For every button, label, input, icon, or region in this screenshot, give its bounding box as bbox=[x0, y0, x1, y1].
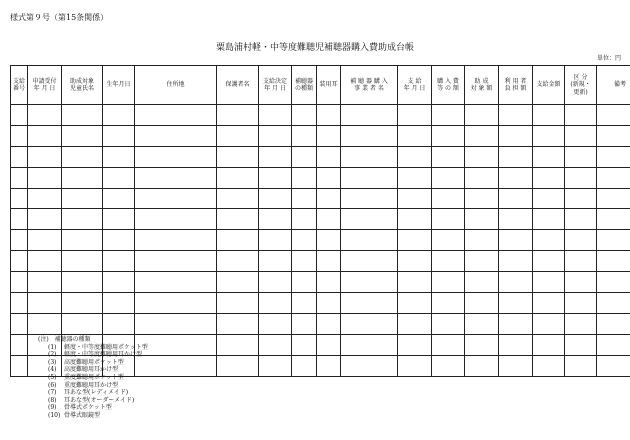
table-cell[interactable] bbox=[11, 251, 28, 272]
table-cell[interactable] bbox=[62, 272, 103, 293]
table-cell[interactable] bbox=[565, 125, 597, 146]
note-number: (9) bbox=[48, 404, 57, 412]
table-cell[interactable] bbox=[533, 313, 565, 334]
column-header: 区 分 (新規・ 更新) bbox=[565, 66, 597, 105]
table-cell[interactable] bbox=[103, 313, 135, 334]
table-cell[interactable] bbox=[398, 125, 432, 146]
table-cell[interactable] bbox=[499, 355, 533, 376]
note-text: 高度難聴用ポケット型 bbox=[64, 358, 124, 366]
table-row bbox=[11, 105, 630, 126]
table-cell[interactable] bbox=[217, 313, 259, 334]
table-cell[interactable] bbox=[465, 293, 499, 314]
note-text: 軽度・中等度難聴用ポケット型 bbox=[64, 343, 148, 351]
table-cell[interactable] bbox=[432, 313, 465, 334]
table-cell[interactable] bbox=[432, 188, 465, 209]
table-cell[interactable] bbox=[292, 251, 317, 272]
table-cell[interactable] bbox=[62, 146, 103, 167]
table-cell[interactable] bbox=[259, 167, 292, 188]
table-cell[interactable] bbox=[103, 251, 135, 272]
table-cell[interactable] bbox=[398, 188, 432, 209]
table-cell[interactable] bbox=[533, 293, 565, 314]
table-cell[interactable] bbox=[317, 272, 341, 293]
table-cell[interactable] bbox=[341, 293, 398, 314]
table-cell[interactable] bbox=[217, 105, 259, 126]
table-cell[interactable] bbox=[135, 272, 217, 293]
table-cell[interactable] bbox=[465, 209, 499, 230]
table-cell[interactable] bbox=[465, 251, 499, 272]
table-cell[interactable] bbox=[398, 146, 432, 167]
table-cell[interactable] bbox=[533, 105, 565, 126]
table-cell[interactable] bbox=[465, 167, 499, 188]
table-row bbox=[11, 209, 630, 230]
note-number: (10) bbox=[48, 411, 61, 419]
table-cell[interactable] bbox=[317, 188, 341, 209]
note-text: 耳あな型(レディメイド) bbox=[64, 389, 129, 397]
table-cell[interactable] bbox=[465, 313, 499, 334]
table-cell[interactable] bbox=[341, 251, 398, 272]
table-cell[interactable] bbox=[217, 355, 259, 376]
table-row bbox=[11, 251, 630, 272]
table-cell[interactable] bbox=[292, 334, 317, 355]
table-cell[interactable] bbox=[103, 188, 135, 209]
table-cell[interactable] bbox=[28, 230, 62, 251]
table-cell[interactable] bbox=[259, 125, 292, 146]
table-cell[interactable] bbox=[135, 251, 217, 272]
table-cell[interactable] bbox=[317, 313, 341, 334]
table-cell[interactable] bbox=[28, 125, 62, 146]
table-cell[interactable] bbox=[432, 125, 465, 146]
table-cell[interactable] bbox=[292, 105, 317, 126]
table-cell[interactable] bbox=[11, 146, 28, 167]
table-cell[interactable] bbox=[11, 105, 28, 126]
table-cell[interactable] bbox=[135, 230, 217, 251]
table-cell[interactable] bbox=[565, 209, 597, 230]
table-cell[interactable] bbox=[217, 251, 259, 272]
table-cell[interactable] bbox=[597, 188, 630, 209]
table-cell[interactable] bbox=[597, 251, 630, 272]
table-cell[interactable] bbox=[341, 313, 398, 334]
table-cell[interactable] bbox=[465, 146, 499, 167]
table-cell[interactable] bbox=[217, 167, 259, 188]
table-cell[interactable] bbox=[432, 146, 465, 167]
table-cell[interactable] bbox=[62, 251, 103, 272]
note-number: (7) bbox=[48, 389, 57, 397]
table-cell[interactable] bbox=[465, 230, 499, 251]
table-cell[interactable] bbox=[292, 167, 317, 188]
table-cell[interactable] bbox=[398, 355, 432, 376]
column-header: 支給金額 bbox=[533, 66, 565, 105]
table-cell[interactable] bbox=[28, 188, 62, 209]
table-row bbox=[11, 272, 630, 293]
table-cell[interactable] bbox=[259, 188, 292, 209]
note-text: 骨導式眼鏡型 bbox=[64, 411, 101, 419]
table-cell[interactable] bbox=[292, 355, 317, 376]
note-text: 軽度・中等度難聴用耳かけ型 bbox=[64, 351, 143, 359]
table-cell[interactable] bbox=[62, 293, 103, 314]
table-cell[interactable] bbox=[317, 105, 341, 126]
table-cell[interactable] bbox=[533, 334, 565, 355]
table-cell[interactable] bbox=[432, 293, 465, 314]
table-cell[interactable] bbox=[28, 313, 62, 334]
table-cell[interactable] bbox=[11, 272, 28, 293]
table-cell[interactable] bbox=[103, 272, 135, 293]
column-header: 支給 番号 bbox=[11, 66, 28, 105]
table-cell[interactable] bbox=[565, 251, 597, 272]
table-cell[interactable] bbox=[28, 209, 62, 230]
notes-heading: (注) 補聴器の種類 bbox=[38, 336, 91, 343]
table-cell[interactable] bbox=[103, 230, 135, 251]
column-header: 助成対象 児童氏名 bbox=[62, 66, 103, 105]
table-cell[interactable] bbox=[597, 272, 630, 293]
ledger-table bbox=[10, 65, 630, 377]
table-cell[interactable] bbox=[597, 230, 630, 251]
table-cell[interactable] bbox=[465, 355, 499, 376]
table-cell[interactable] bbox=[565, 272, 597, 293]
table-cell[interactable] bbox=[217, 125, 259, 146]
table-cell[interactable] bbox=[317, 209, 341, 230]
table-cell[interactable] bbox=[499, 209, 533, 230]
table-cell[interactable] bbox=[11, 334, 28, 355]
table-cell[interactable] bbox=[565, 230, 597, 251]
table-cell[interactable] bbox=[465, 334, 499, 355]
table-cell[interactable] bbox=[398, 209, 432, 230]
note-number: (6) bbox=[48, 381, 57, 389]
table-cell[interactable] bbox=[28, 146, 62, 167]
table-row bbox=[11, 230, 630, 251]
table-cell[interactable] bbox=[432, 334, 465, 355]
table-cell[interactable] bbox=[465, 272, 499, 293]
table-row bbox=[11, 188, 630, 209]
table-cell[interactable] bbox=[341, 230, 398, 251]
table-cell[interactable] bbox=[292, 230, 317, 251]
table-cell[interactable] bbox=[597, 167, 630, 188]
table-cell[interactable] bbox=[565, 355, 597, 376]
table-cell[interactable] bbox=[28, 293, 62, 314]
table-cell[interactable] bbox=[499, 272, 533, 293]
table-cell[interactable] bbox=[398, 167, 432, 188]
table-cell[interactable] bbox=[465, 105, 499, 126]
table-cell[interactable] bbox=[135, 146, 217, 167]
table-cell[interactable] bbox=[597, 146, 630, 167]
table-cell[interactable] bbox=[432, 251, 465, 272]
table-cell[interactable] bbox=[28, 251, 62, 272]
note-text: 重度難聴用ポケット型 bbox=[64, 373, 124, 381]
column-header: 補 聴 器 購 入 事 業 者 名 bbox=[341, 66, 398, 105]
note-number: (5) bbox=[48, 373, 57, 381]
table-cell[interactable] bbox=[62, 105, 103, 126]
notes-list bbox=[38, 344, 148, 420]
table-cell[interactable] bbox=[217, 334, 259, 355]
table-cell[interactable] bbox=[465, 125, 499, 146]
table-cell[interactable] bbox=[432, 105, 465, 126]
table-cell[interactable] bbox=[62, 188, 103, 209]
note-item bbox=[38, 404, 148, 412]
table-cell[interactable] bbox=[533, 167, 565, 188]
table-cell[interactable] bbox=[135, 105, 217, 126]
table-cell[interactable] bbox=[533, 125, 565, 146]
table-cell[interactable] bbox=[341, 146, 398, 167]
table-cell[interactable] bbox=[465, 188, 499, 209]
column-header: 申請受付 年 月 日 bbox=[28, 66, 62, 105]
table-cell[interactable] bbox=[259, 105, 292, 126]
table-cell[interactable] bbox=[499, 313, 533, 334]
table-cell[interactable] bbox=[432, 230, 465, 251]
table-cell[interactable] bbox=[259, 230, 292, 251]
table-cell[interactable] bbox=[533, 355, 565, 376]
table-cell[interactable] bbox=[28, 105, 62, 126]
table-row bbox=[11, 125, 630, 146]
table-cell[interactable] bbox=[341, 355, 398, 376]
table-cell[interactable] bbox=[11, 230, 28, 251]
table-cell[interactable] bbox=[341, 334, 398, 355]
header-row bbox=[11, 66, 630, 105]
table-cell[interactable] bbox=[341, 272, 398, 293]
note-text: 重度難聴用耳かけ型 bbox=[64, 381, 119, 389]
column-header: 保護者名 bbox=[217, 66, 259, 105]
table-cell[interactable] bbox=[398, 272, 432, 293]
table-cell[interactable] bbox=[135, 209, 217, 230]
table-cell[interactable] bbox=[533, 251, 565, 272]
table-cell[interactable] bbox=[597, 125, 630, 146]
table-cell[interactable] bbox=[597, 105, 630, 126]
table-cell[interactable] bbox=[432, 272, 465, 293]
note-number: (2) bbox=[48, 351, 57, 359]
table-cell[interactable] bbox=[259, 209, 292, 230]
table-cell[interactable] bbox=[499, 188, 533, 209]
table-cell[interactable] bbox=[11, 167, 28, 188]
table-cell[interactable] bbox=[135, 125, 217, 146]
table-cell[interactable] bbox=[533, 188, 565, 209]
table-cell[interactable] bbox=[292, 209, 317, 230]
column-header: 補聴器 の種類 bbox=[292, 66, 317, 105]
table-cell[interactable] bbox=[292, 146, 317, 167]
table-cell[interactable] bbox=[103, 293, 135, 314]
table-cell[interactable] bbox=[135, 167, 217, 188]
table-cell[interactable] bbox=[103, 125, 135, 146]
note-item bbox=[38, 366, 148, 374]
table-cell[interactable] bbox=[597, 209, 630, 230]
table-cell[interactable] bbox=[135, 293, 217, 314]
form-number: 様式第９号（第15条関係） bbox=[10, 13, 109, 22]
table-cell[interactable] bbox=[62, 209, 103, 230]
table-cell[interactable] bbox=[398, 313, 432, 334]
table-cell[interactable] bbox=[499, 334, 533, 355]
table-row bbox=[11, 146, 630, 167]
table-cell[interactable] bbox=[259, 293, 292, 314]
table-cell[interactable] bbox=[62, 230, 103, 251]
table-cell[interactable] bbox=[259, 146, 292, 167]
note-item bbox=[38, 389, 148, 397]
table-cell[interactable] bbox=[103, 167, 135, 188]
table-cell[interactable] bbox=[292, 188, 317, 209]
table-cell[interactable] bbox=[317, 293, 341, 314]
column-header: 装用耳 bbox=[317, 66, 341, 105]
table-cell[interactable] bbox=[317, 146, 341, 167]
table-cell[interactable] bbox=[398, 334, 432, 355]
table-cell[interactable] bbox=[499, 251, 533, 272]
column-header: 備考 bbox=[597, 66, 630, 105]
table-cell[interactable] bbox=[432, 209, 465, 230]
page-title: 粟島浦村軽・中等度難聴児補聴器購入費助成台帳 bbox=[215, 43, 414, 53]
table-cell[interactable] bbox=[62, 125, 103, 146]
column-header: 生年月日 bbox=[103, 66, 135, 105]
table-cell[interactable] bbox=[341, 167, 398, 188]
table-cell[interactable] bbox=[565, 313, 597, 334]
table-cell[interactable] bbox=[565, 105, 597, 126]
note-number: (1) bbox=[48, 343, 57, 351]
table-cell[interactable] bbox=[292, 293, 317, 314]
table-cell[interactable] bbox=[217, 293, 259, 314]
table-cell[interactable] bbox=[499, 293, 533, 314]
table-cell[interactable] bbox=[11, 209, 28, 230]
table-cell[interactable] bbox=[533, 209, 565, 230]
table-cell[interactable] bbox=[259, 334, 292, 355]
table-cell[interactable] bbox=[317, 230, 341, 251]
table-cell[interactable] bbox=[341, 105, 398, 126]
table-cell[interactable] bbox=[499, 146, 533, 167]
table-cell[interactable] bbox=[341, 209, 398, 230]
table-cell[interactable] bbox=[432, 167, 465, 188]
column-header: 購 入 費 等 の 額 bbox=[432, 66, 465, 105]
column-header: 支 給 年 月 日 bbox=[398, 66, 432, 105]
table-cell[interactable] bbox=[292, 313, 317, 334]
table-cell[interactable] bbox=[292, 272, 317, 293]
table-cell[interactable] bbox=[341, 125, 398, 146]
table-cell[interactable] bbox=[565, 146, 597, 167]
table-cell[interactable] bbox=[317, 167, 341, 188]
table-cell[interactable] bbox=[292, 125, 317, 146]
table-cell[interactable] bbox=[217, 230, 259, 251]
note-item bbox=[38, 351, 148, 359]
column-header: 支給決定 年 月 日 bbox=[259, 66, 292, 105]
table-cell[interactable] bbox=[432, 355, 465, 376]
table-cell[interactable] bbox=[341, 188, 398, 209]
table-cell[interactable] bbox=[11, 313, 28, 334]
note-text: 耳あな型(オーダーメイド) bbox=[64, 396, 135, 404]
table-cell[interactable] bbox=[533, 230, 565, 251]
column-header: 利 用 者 負 担 額 bbox=[499, 66, 533, 105]
table-cell[interactable] bbox=[103, 209, 135, 230]
table-row bbox=[11, 313, 630, 334]
table-cell[interactable] bbox=[11, 355, 28, 376]
table-cell[interactable] bbox=[259, 355, 292, 376]
table-cell[interactable] bbox=[11, 293, 28, 314]
table-cell[interactable] bbox=[597, 334, 630, 355]
table-cell[interactable] bbox=[565, 334, 597, 355]
table-cell[interactable] bbox=[565, 293, 597, 314]
table-cell[interactable] bbox=[317, 355, 341, 376]
table-cell[interactable] bbox=[217, 146, 259, 167]
table-cell[interactable] bbox=[135, 313, 217, 334]
table-cell[interactable] bbox=[62, 167, 103, 188]
notes bbox=[38, 336, 148, 420]
table-row bbox=[11, 167, 630, 188]
table-cell[interactable] bbox=[565, 188, 597, 209]
table-cell[interactable] bbox=[317, 125, 341, 146]
note-item bbox=[38, 412, 148, 420]
table-cell[interactable] bbox=[28, 167, 62, 188]
note-text: 骨導式ポケット型 bbox=[64, 404, 112, 412]
table-cell[interactable] bbox=[135, 188, 217, 209]
column-header: 住所地 bbox=[135, 66, 217, 105]
table-cell[interactable] bbox=[398, 230, 432, 251]
table-cell[interactable] bbox=[499, 125, 533, 146]
table-cell[interactable] bbox=[11, 125, 28, 146]
table-cell[interactable] bbox=[398, 105, 432, 126]
table-cell[interactable] bbox=[103, 105, 135, 126]
unit-label: 単位：円 bbox=[596, 55, 621, 62]
table-cell[interactable] bbox=[217, 188, 259, 209]
table-cell[interactable] bbox=[597, 293, 630, 314]
table-cell[interactable] bbox=[597, 355, 630, 376]
table-cell[interactable] bbox=[499, 167, 533, 188]
table-cell[interactable] bbox=[259, 313, 292, 334]
table-cell[interactable] bbox=[499, 105, 533, 126]
table-cell[interactable] bbox=[259, 251, 292, 272]
table-cell[interactable] bbox=[317, 334, 341, 355]
column-header: 助 成 対 象 額 bbox=[465, 66, 499, 105]
note-number: (4) bbox=[48, 366, 57, 374]
table-cell[interactable] bbox=[62, 313, 103, 334]
table-cell[interactable] bbox=[499, 230, 533, 251]
table-cell[interactable] bbox=[217, 209, 259, 230]
table-cell[interactable] bbox=[217, 272, 259, 293]
table-row bbox=[11, 293, 630, 314]
table-cell[interactable] bbox=[259, 272, 292, 293]
table-cell[interactable] bbox=[398, 293, 432, 314]
table-cell[interactable] bbox=[28, 272, 62, 293]
note-number: (3) bbox=[48, 358, 57, 366]
note-number: (8) bbox=[48, 396, 57, 404]
table-cell[interactable] bbox=[103, 146, 135, 167]
table-cell[interactable] bbox=[533, 146, 565, 167]
note-text: 高度難聴用耳かけ型 bbox=[64, 366, 119, 374]
table-cell[interactable] bbox=[565, 167, 597, 188]
table-cell[interactable] bbox=[11, 188, 28, 209]
table-cell[interactable] bbox=[533, 272, 565, 293]
note-item bbox=[38, 374, 148, 382]
table-cell[interactable] bbox=[398, 251, 432, 272]
table-cell[interactable] bbox=[597, 313, 630, 334]
table-cell[interactable] bbox=[317, 251, 341, 272]
